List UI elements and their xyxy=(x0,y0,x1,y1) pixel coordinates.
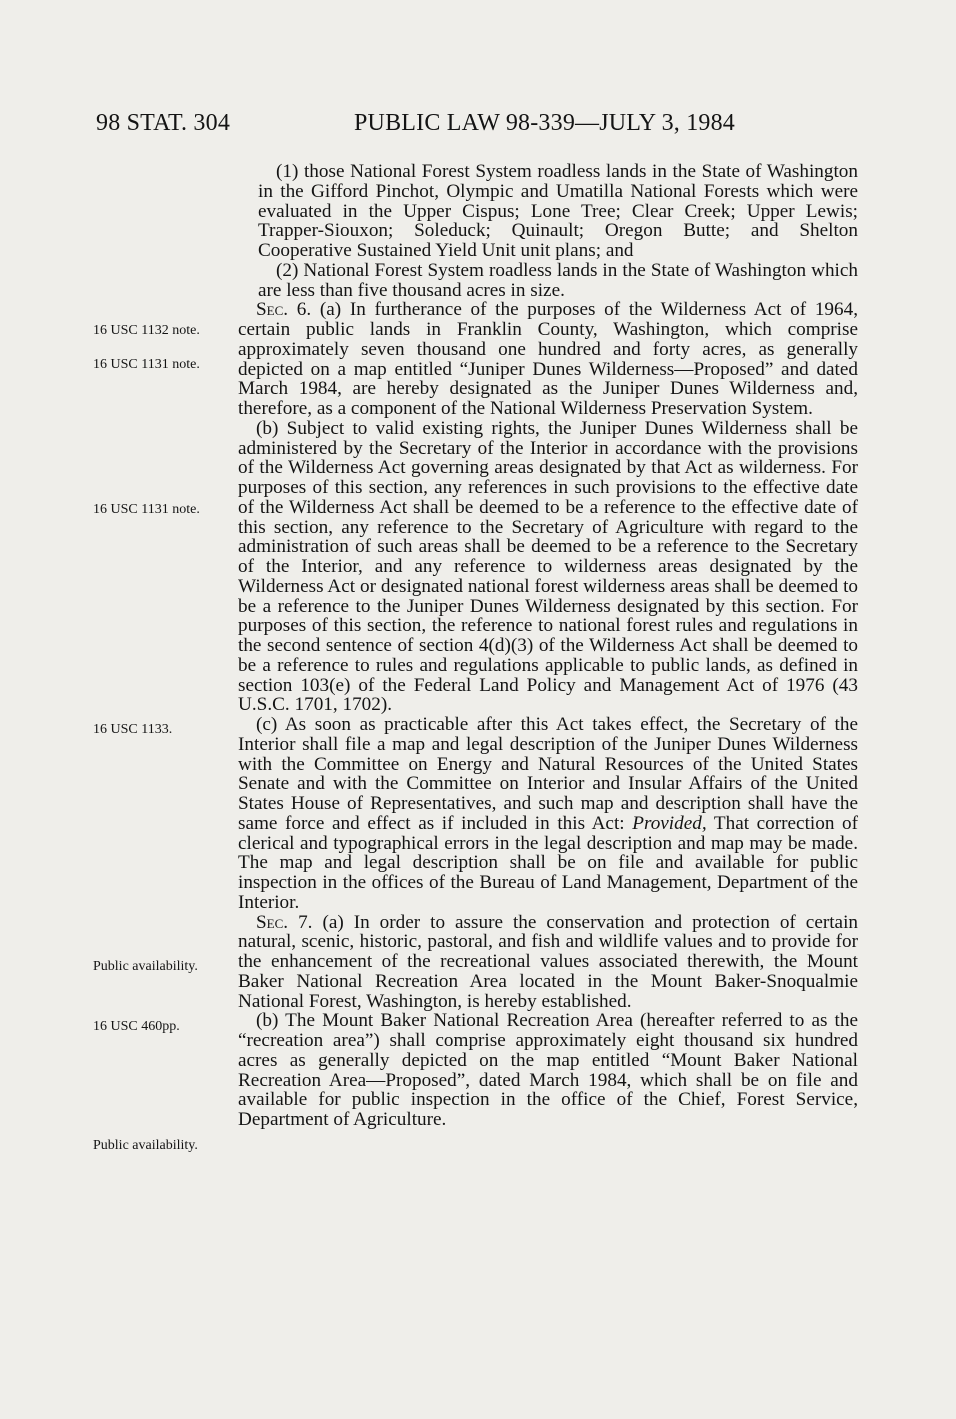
page-title: PUBLIC LAW 98-339—JULY 3, 1984 xyxy=(354,110,735,136)
section-6-b: (b) Subject to valid existing rights, the Juniper Dunes Wilderness shall be administered by the Secretary of the Interior in accordance with the provisions of the Wilderness Act governing areas designated by that Act as wilderness. For purposes of this section, any references in such provisions to the effective date of the Wilderness Act shall be deemed to be a reference to the effective date of this section, any reference to the Secretary of Agriculture with regard to the administration of such areas shall be deemed to be a reference to the Secretary of the Interior, and any reference to wilderness areas designated by the Wilderness Act or designated national forest wilderness areas shall be deemed to be a reference to the Juniper Dunes Wilderness designated by this section. For purposes of this section, the reference to national forest rules and regulations in the second sentence of section 4(d)(3) of the Wilderness Act shall be deemed to be a reference to rules and regulations applicable to public lands, as defined in section 103(e) of the Federal Land Policy and Management Act of 1976 (43 U.S.C. 1701, 1702). xyxy=(238,417,858,716)
section-6-a-text: 6. (a) In furtherance of the purposes of the Wilderness Act of 1964, certain public lands in Franklin County, Washington, which comprise approximately seven thousand one hundred and forty acres, as generally depicted on a map entitled “Juniper Dunes Wilderness—Proposed” and dated March 1984, are hereby designated as the Juniper Dunes Wilderness and, therefore, as a component of the National Wilderness Preservation System. xyxy=(238,299,858,419)
margin-note-public-availability-b: Public availability. xyxy=(93,1138,198,1153)
statute-body xyxy=(238,162,858,1130)
margin-note-usc-1131-a: 16 USC 1131 note. xyxy=(93,357,200,372)
paragraph-roadless-lands-2: (2) National Forest System roadless lands in the State of Washington which are less than five thousand acres in size. xyxy=(258,259,858,301)
section-6-c-text-2: That correction of clerical and typographical errors in the legal description and map may be made. The map and legal description shall be on file and available for public inspection in the offices of the Bureau of Land Management, Department of the Interior. xyxy=(238,812,858,913)
margin-note-usc-1132: 16 USC 1132 note. xyxy=(93,323,200,338)
paragraph-roadless-lands-1: (1) those National Forest System roadless lands in the State of Washington in the Gifford Pinchot, Olympic and Umatilla National Forests which were evaluated in the Upper Cispus; Lone Tree; Clear Creek; Upper Lewis; Trapper-Siouxon; Soleduck; Quinault; Oregon Butte; and Shelton Cooperative Sustained Yield Unit unit plans; and xyxy=(258,161,858,261)
section-7-a-text: 7. (a) In order to assure the conservation and protection of certain natural, scenic, historic, pastoral, and fish and wildlife values and to provide for the enhancement of the recreational values associated therewith, the Mount Baker National Recreation Area located in the Mount Baker-Snoqualmie National Forest, Washington, is hereby established. xyxy=(238,911,858,1012)
section-7-b: (b) The Mount Baker National Recreation Area (hereafter referred to as the “recreation area”) shall comprise approximately eight thousand six hundred acres as generally depicted on the map entitled “Mount Baker National Recreation Area—Proposed”, dated March 1984, which shall be on file and available for public inspection in the office of the Chief, Forest Service, Department of Agriculture. xyxy=(238,1010,858,1130)
statute-page-number: 98 STAT. 304 xyxy=(96,110,231,136)
section-6-c-text-1: (c) As soon as practicable after this Act takes effect, the Secretary of the Interior shall file a map and legal description of the Juniper Dunes Wilderness with the Committee on Energy and Natural Resources of the United States Senate and with the Committee on Interior and Insular Affairs of the United States House of Representatives, and such map and description shall have the same force and effect as if included in this Act: xyxy=(238,714,858,834)
margin-note-public-availability-a: Public availability. xyxy=(93,959,198,974)
provided-emphasis: Provided, xyxy=(632,812,707,834)
section-6-a xyxy=(238,300,858,419)
section-6-c xyxy=(238,715,858,913)
margin-note-usc-460pp: 16 USC 460pp. xyxy=(93,1019,180,1034)
section-label: Sec. xyxy=(256,911,289,933)
margin-note-usc-1133: 16 USC 1133. xyxy=(93,722,173,737)
section-label: Sec. xyxy=(256,299,289,321)
margin-note-usc-1131-b: 16 USC 1131 note. xyxy=(93,502,200,517)
section-7-a xyxy=(238,913,858,1012)
